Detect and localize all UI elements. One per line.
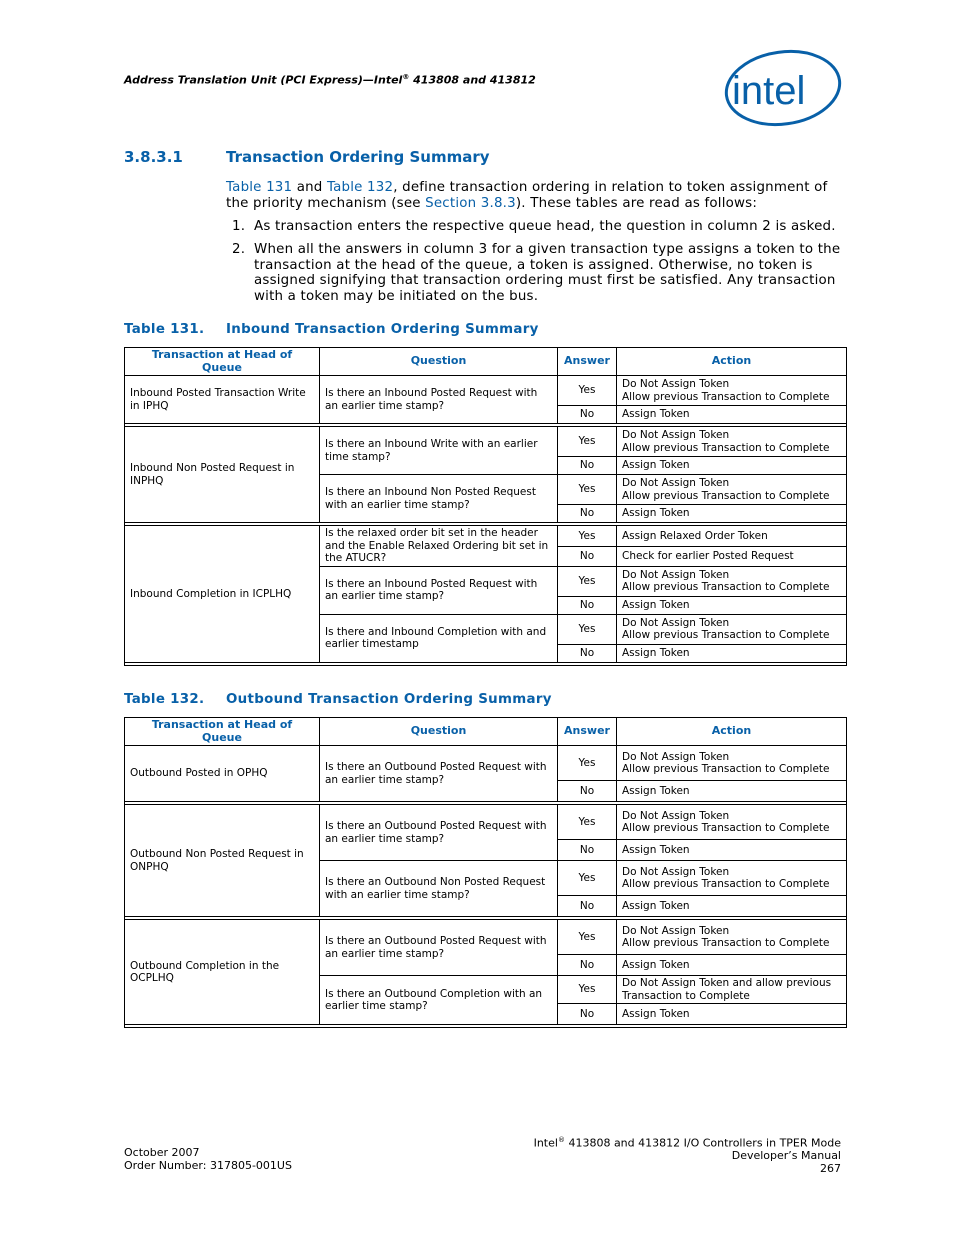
action-cell: Assign Token — [617, 781, 847, 802]
action-cell: Assign Token — [617, 896, 847, 917]
link-table-131[interactable]: Table 131 — [226, 180, 293, 195]
queue-cell: Inbound Non Posted Request in INPHQ — [125, 427, 320, 523]
table-row — [125, 805, 847, 840]
list-item: 2. When all the answers in column 3 for a given transaction type assigns a token to the transaction at the head of the queue, a token is assigned. Otherwise, no token is assigned signifying that transaction ordering must first be satisfied. Any transaction with a token may be initiated on the bus. — [232, 242, 841, 304]
question-cell: Is there an Outbound Posted Request with an earlier time stamp? — [320, 805, 558, 861]
answer-cell: Yes — [558, 746, 617, 781]
question-cell: Is the relaxed order bit set in the header and the Enable Relaxed Ordering bit set in the ATUCR? — [320, 526, 558, 567]
answer-cell: No — [558, 955, 617, 976]
action-cell: Do Not Assign Token Allow previous Transaction to Complete — [617, 566, 847, 596]
column-header: Action — [617, 718, 847, 746]
answer-cell: Yes — [558, 920, 617, 955]
answer-cell: Yes — [558, 376, 617, 406]
queue-cell: Outbound Non Posted Request in ONPHQ — [125, 805, 320, 917]
table-row — [125, 526, 847, 546]
question-cell: Is there an Inbound Posted Request with an earlier time stamp? — [320, 376, 558, 424]
column-header: Action — [617, 348, 847, 376]
column-header: Question — [320, 718, 558, 746]
answer-cell: No — [558, 1004, 617, 1025]
action-cell: Do Not Assign Token and allow previous Transaction to Complete — [617, 976, 847, 1004]
page-number: 267 — [820, 1161, 841, 1175]
answer-cell: No — [558, 546, 617, 566]
table-header-row — [125, 718, 847, 746]
logo-text: intel — [732, 69, 806, 113]
running-header: Address Translation Unit (PCI Express)—Intel® 413808 and 413812 — [124, 73, 536, 87]
answer-cell: Yes — [558, 427, 617, 457]
action-cell: Do Not Assign Token Allow previous Transaction to Complete — [617, 427, 847, 457]
question-cell: Is there an Inbound Write with an earlier time stamp? — [320, 427, 558, 475]
action-cell: Assign Token — [617, 596, 847, 614]
action-cell: Do Not Assign Token Allow previous Transaction to Complete — [617, 805, 847, 840]
footer-left — [124, 1147, 292, 1172]
question-cell: Is there an Outbound Non Posted Request with an earlier time stamp? — [320, 861, 558, 917]
column-header: Answer — [558, 718, 617, 746]
table-row — [125, 920, 847, 955]
table-131-caption: Table 131. Inbound Transaction Ordering Summary — [124, 322, 539, 337]
intel-logo — [722, 48, 844, 128]
question-cell: Is there an Inbound Non Posted Request with an earlier time stamp? — [320, 475, 558, 523]
action-cell: Assign Token — [617, 1004, 847, 1025]
question-cell: Is there an Inbound Posted Request with an earlier time stamp? — [320, 566, 558, 614]
list-item: 1. As transaction enters the respective queue head, the question in column 2 is asked. — [232, 219, 836, 234]
answer-cell: Yes — [558, 976, 617, 1004]
footer-doc-title: Intel® 413808 and 413812 I/O Controllers in TPER Mode — [533, 1136, 841, 1150]
action-cell: Assign Token — [617, 840, 847, 861]
table-row — [125, 746, 847, 781]
intro-paragraph: Table 131 and Table 132, define transaction ordering in relation to token assignment of the priority mechanism (see Section 3.8.3). These tables are read as follows: — [226, 180, 828, 211]
queue-cell: Outbound Completion in the OCPLHQ — [125, 920, 320, 1025]
question-cell: Is there and Inbound Completion with and earlier timestamp — [320, 614, 558, 662]
action-cell: Assign Token — [617, 457, 847, 475]
column-header: Answer — [558, 348, 617, 376]
action-cell: Do Not Assign Token Allow previous Transaction to Complete — [617, 614, 847, 644]
answer-cell: No — [558, 457, 617, 475]
link-table-132[interactable]: Table 132 — [326, 180, 394, 195]
answer-cell: Yes — [558, 526, 617, 546]
footer-order-number: Order Number: 317805-001US — [124, 1158, 292, 1172]
table-131 — [124, 347, 847, 666]
action-cell: Assign Token — [617, 406, 847, 424]
table-132 — [124, 717, 847, 1028]
question-cell: Is there an Outbound Completion with an earlier time stamp? — [320, 976, 558, 1025]
column-header: Transaction at Head of Queue — [125, 348, 320, 376]
action-cell: Assign Token — [617, 505, 847, 523]
action-cell: Check for earlier Posted Request — [617, 546, 847, 566]
answer-cell: No — [558, 781, 617, 802]
answer-cell: Yes — [558, 805, 617, 840]
action-cell: Do Not Assign Token Allow previous Transaction to Complete — [617, 861, 847, 896]
footer-manual: Developer’s Manual — [731, 1149, 841, 1163]
action-cell: Do Not Assign Token Allow previous Transaction to Complete — [617, 746, 847, 781]
table-row — [125, 427, 847, 457]
link-section-3-8-3[interactable]: Section 3.8.3 — [425, 195, 516, 211]
action-cell: Do Not Assign Token Allow previous Transaction to Complete — [617, 475, 847, 505]
action-cell: Assign Token — [617, 644, 847, 662]
table-header-row — [125, 348, 847, 376]
question-cell: Is there an Outbound Posted Request with an earlier time stamp? — [320, 746, 558, 802]
column-header: Question — [320, 348, 558, 376]
action-cell: Assign Relaxed Order Token — [617, 526, 847, 546]
column-header: Transaction at Head of Queue — [125, 718, 320, 746]
queue-cell: Inbound Completion in ICPLHQ — [125, 526, 320, 663]
answer-cell: No — [558, 644, 617, 662]
section-heading: 3.8.3.1 Transaction Ordering Summary — [124, 148, 490, 166]
footer-right — [534, 1134, 841, 1175]
action-cell: Do Not Assign Token Allow previous Transaction to Complete — [617, 920, 847, 955]
answer-cell: Yes — [558, 614, 617, 644]
table-row — [125, 376, 847, 406]
answer-cell: No — [558, 896, 617, 917]
answer-cell: No — [558, 406, 617, 424]
answer-cell: No — [558, 505, 617, 523]
action-cell: Assign Token — [617, 955, 847, 976]
answer-cell: No — [558, 596, 617, 614]
question-cell: Is there an Outbound Posted Request with an earlier time stamp? — [320, 920, 558, 976]
table-132-caption: Table 132. Outbound Transaction Ordering Summary — [124, 692, 552, 707]
footer-date: October 2007 — [124, 1146, 200, 1159]
answer-cell: Yes — [558, 861, 617, 896]
action-cell: Do Not Assign Token Allow previous Transaction to Complete — [617, 376, 847, 406]
answer-cell: Yes — [558, 475, 617, 505]
queue-cell: Inbound Posted Transaction Write in IPHQ — [125, 376, 320, 424]
queue-cell: Outbound Posted in OPHQ — [125, 746, 320, 802]
answer-cell: No — [558, 840, 617, 861]
answer-cell: Yes — [558, 566, 617, 596]
